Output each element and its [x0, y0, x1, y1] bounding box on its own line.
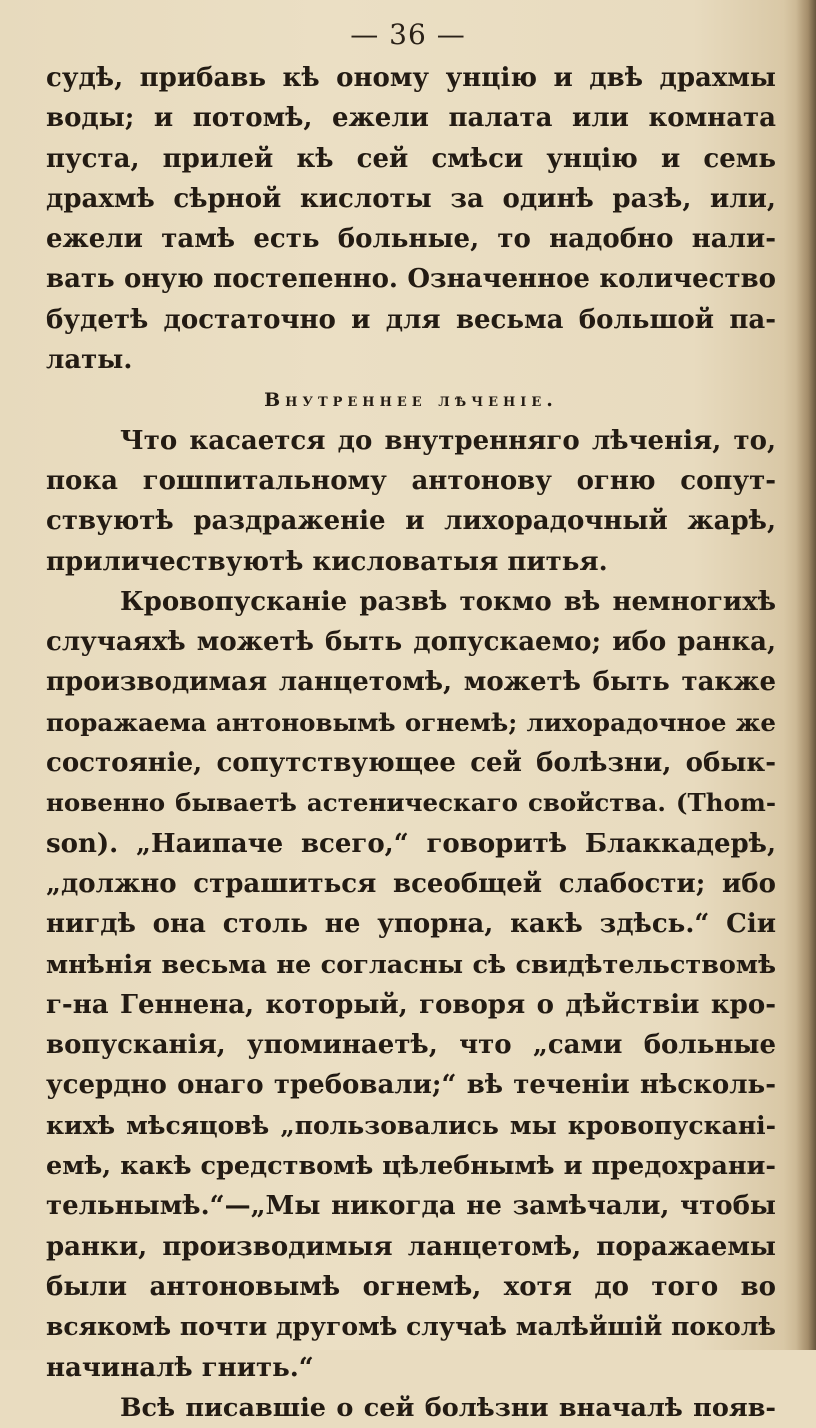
text-line: состояніе, сопутствующее сей болѣзни, обык-: [46, 748, 776, 779]
text-line: вать оную постепенно. Означенное количество: [46, 264, 776, 295]
section-heading: Внутреннее лѣченіе.: [264, 389, 558, 412]
text-line: воды; и потомѣ, ежели палата или комната: [46, 103, 776, 134]
text-line: Что касается до внутренняго лѣченія, то,: [120, 425, 776, 456]
text-line: ранки, производимыя ланцетомѣ, поражаемы: [46, 1231, 776, 1262]
text-line: новенно бываетѣ астеническаго свойства. (Thom-: [46, 788, 776, 818]
text-line: латы.: [46, 345, 133, 376]
text-line: „должно страшиться всеобщей слабости; ибо: [46, 868, 776, 899]
text-line: тельнымѣ.“—„Мы никогда не замѣчали, чтобы: [46, 1191, 776, 1222]
text-line: производимая ланцетомѣ, можетѣ быть также: [46, 667, 776, 698]
text-line: начиналѣ гнить.“: [46, 1352, 314, 1383]
text-line: ежели тамѣ есть больные, то надобно нали-: [46, 224, 776, 255]
body-text: [46, 58, 776, 1428]
text-line: нигдѣ она столь не упорна, какѣ здѣсь.“ Сіи: [46, 909, 776, 940]
page-edge-shadow: [796, 0, 816, 1350]
text-line: son). „Наипаче всего,“ говоритѣ Блаккадерѣ,: [46, 828, 776, 859]
text-line: Всѣ писавшіе о сей болѣзни вначалѣ появ-: [120, 1392, 776, 1423]
text-line: г-на Геннена, который, говоря о дѣйствіи кро-: [46, 989, 776, 1020]
page-number: — 36 —: [350, 18, 466, 51]
text-line: драхмѣ сѣрной кислоты за одинѣ разѣ, или,: [46, 183, 776, 214]
text-line: емѣ, какѣ средствомѣ цѣлебнымѣ и предохрани-: [46, 1151, 776, 1182]
text-line: пока гошпитальному антонову огню сопут-: [46, 465, 776, 496]
text-line: были антоновымѣ огнемѣ, хотя до того во: [46, 1271, 776, 1302]
text-line: поражаема антоновымѣ огнемѣ; лихорадочное же: [46, 707, 776, 737]
text-line: мнѣнія весьма не согласны сѣ свидѣтельствомѣ: [46, 949, 776, 980]
text-line: будетѣ достаточно и для весьма большой па-: [46, 304, 776, 335]
text-line: вопусканія, упоминаетѣ, что „сами больные: [46, 1030, 776, 1061]
text-line: кихѣ мѣсяцовѣ „пользовались мы кровопусканi-: [46, 1110, 776, 1140]
text-line: Кровопусканіе развѣ токмо вѣ немногихѣ: [120, 586, 776, 617]
text-line: усердно онаго требовали;“ вѣ теченіи нѣсколь-: [46, 1070, 776, 1101]
text-line: случаяхѣ можетѣ быть допускаемо; ибо ранка,: [46, 627, 776, 658]
text-line: ствуютѣ раздраженіе и лихорадочный жарѣ,: [46, 506, 776, 537]
text-line: судѣ, прибавь кѣ оному унцію и двѣ драхмы: [46, 63, 776, 93]
text-line: всякомѣ почти другомѣ случаѣ малѣйшій поколѣ: [46, 1312, 776, 1342]
text-line: пуста, прилей кѣ сей смѣси унцію и семь: [46, 143, 776, 174]
text-line: приличествуютѣ кисловатыя питья.: [46, 546, 608, 577]
